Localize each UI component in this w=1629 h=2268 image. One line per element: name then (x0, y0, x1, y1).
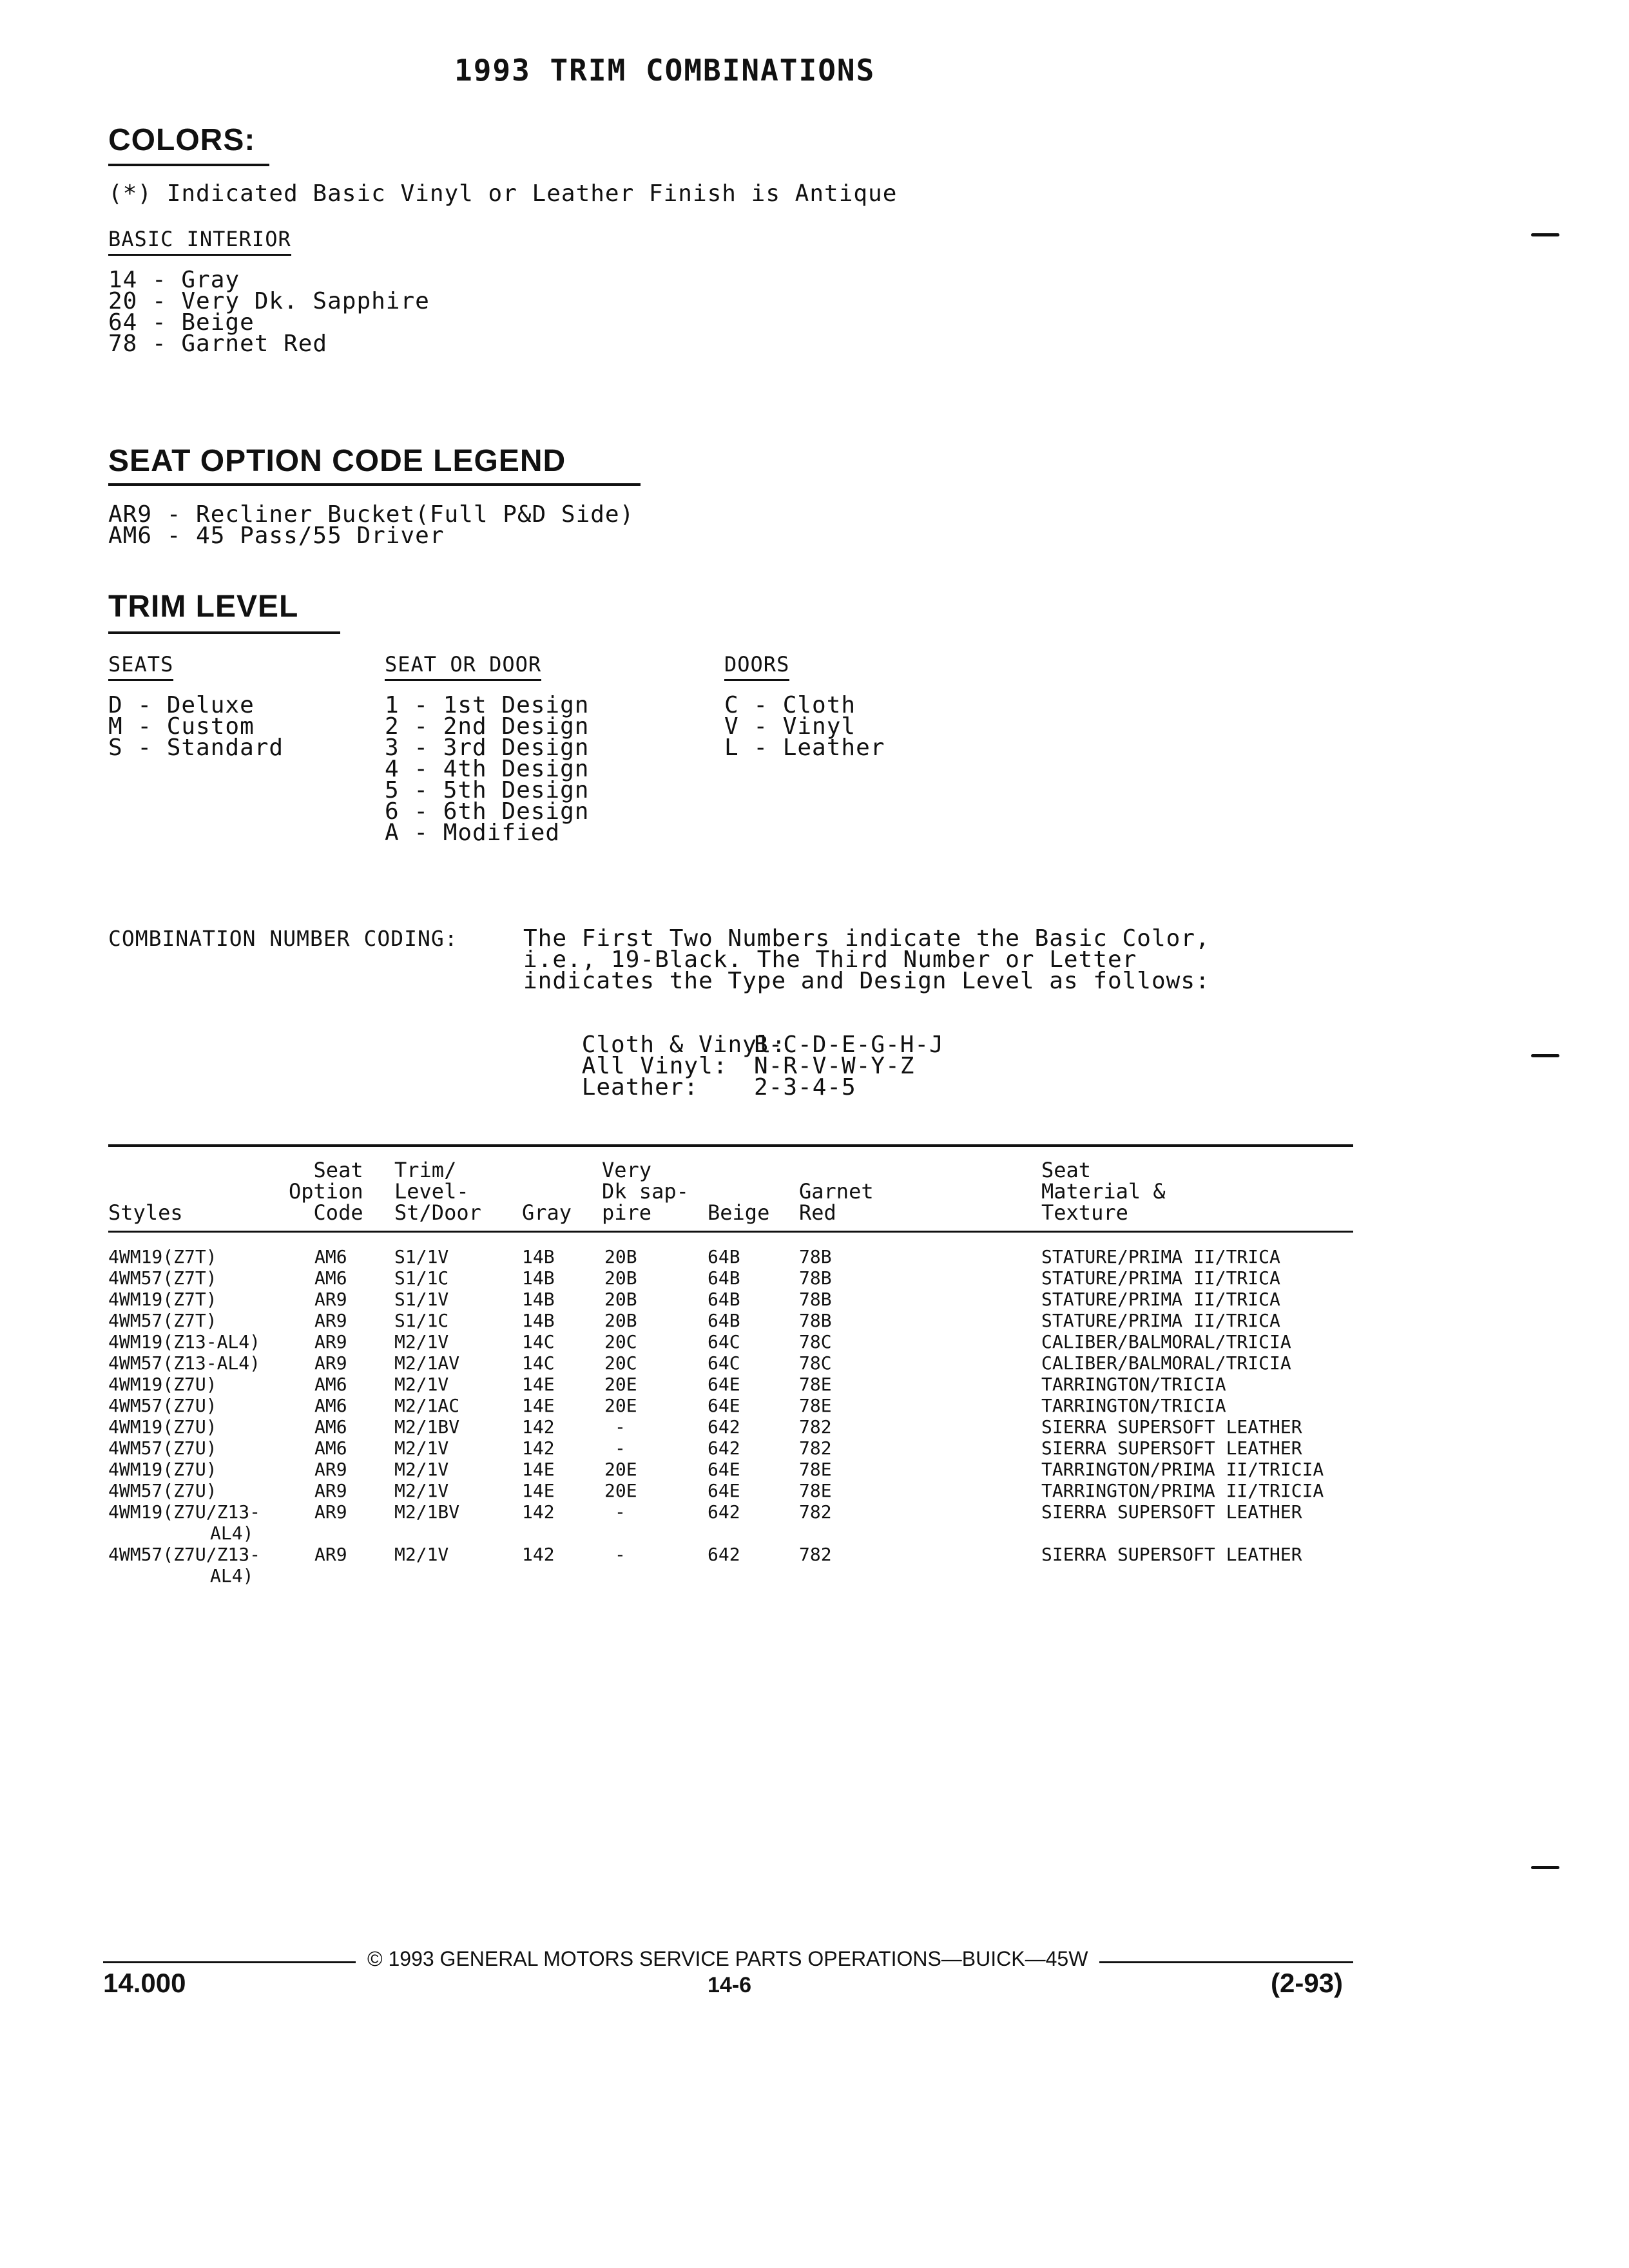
cell-material: TARRINGTON/TRICIA (1041, 1395, 1226, 1416)
seat-legend-list (108, 501, 635, 549)
header-line: Option (289, 1179, 363, 1204)
cell-seat-code: AR9 (314, 1289, 347, 1310)
coding-line-3: indicates the Type and Design Level as follows: (523, 968, 1210, 994)
seat-or-door-item: 6 - 6th Design (385, 798, 590, 825)
header-line: Garnet (799, 1179, 874, 1204)
trim-level-heading: TRIM LEVEL (108, 590, 299, 624)
cell-beige: 64E (708, 1374, 740, 1395)
cell-trim: M2/1V (394, 1331, 449, 1352)
cell-material: STATURE/PRIMA II/TRICA (1041, 1310, 1280, 1331)
header-line: Very (602, 1158, 652, 1182)
cell-trim: S1/1C (394, 1267, 449, 1289)
seat-legend-item: AM6 - 45 Pass/55 Driver (108, 523, 445, 549)
margin-mark (1531, 1866, 1559, 1869)
cell-trim: M2/1BV (394, 1416, 460, 1437)
seat-legend-item: AR9 - Recliner Bucket(Full P&D Side) (108, 501, 635, 528)
cell-beige: 642 (708, 1501, 740, 1523)
colors-heading: COLORS: (108, 123, 256, 157)
cell-style: 4WM19(Z7U) (108, 1459, 217, 1480)
cell-gray: 14E (522, 1374, 555, 1395)
header-line: Red (799, 1200, 836, 1225)
cell-garnet: 78C (799, 1352, 832, 1374)
cell-style: 4WM57(Z7U) (108, 1395, 217, 1416)
table-top-rule (108, 1144, 1353, 1147)
coding-type-label: Leather: (581, 1074, 699, 1100)
seat-or-door-item: 4 - 4th Design (385, 756, 590, 782)
cell-material: STATURE/PRIMA II/TRICA (1041, 1267, 1280, 1289)
cell-sapphire: - (615, 1437, 626, 1459)
cell-beige: 64E (708, 1395, 740, 1416)
seat-or-door-item: 3 - 3rd Design (385, 735, 590, 761)
cell-trim: S1/1V (394, 1246, 449, 1267)
cell-beige: 64B (708, 1267, 740, 1289)
cell-garnet: 782 (799, 1544, 832, 1565)
cell-beige: 642 (708, 1544, 740, 1565)
cell-style: 4WM19(Z7T) (108, 1289, 217, 1310)
header-line: Material & (1041, 1179, 1166, 1204)
colors-heading-rule (108, 164, 269, 166)
doors-item: L - Leather (724, 735, 885, 761)
cell-trim: M2/1V (394, 1374, 449, 1395)
header-line: Trim/ (394, 1158, 457, 1182)
coding-types (523, 1013, 974, 1100)
basic-interior-list (108, 267, 430, 357)
colors-note: (*) Indicated Basic Vinyl or Leather Finish is Antique (108, 180, 898, 207)
cell-beige: 642 (708, 1437, 740, 1459)
coding-line-2: i.e., 19-Black. The Third Number or Letter (523, 947, 1137, 973)
cell-garnet: 782 (799, 1501, 832, 1523)
cell-material: SIERRA SUPERSOFT LEATHER (1041, 1501, 1302, 1523)
cell-sapphire: 20B (604, 1267, 637, 1289)
cell-sapphire: 20E (604, 1395, 637, 1416)
cell-beige: 64B (708, 1246, 740, 1267)
footer-rule-left (103, 1961, 356, 1963)
cell-sapphire: - (615, 1416, 626, 1437)
seat-or-door-label: SEAT OR DOOR (385, 652, 541, 681)
table-row (0, 1246, 1629, 1267)
cell-sapphire: 20C (604, 1352, 637, 1374)
cell-sapphire: 20E (604, 1459, 637, 1480)
header-seat-option-code (289, 1160, 363, 1224)
cell-style: 4WM19(Z7U/Z13- (108, 1501, 261, 1523)
seats-label: SEATS (108, 652, 173, 681)
table-row (0, 1310, 1629, 1331)
doors-item: C - Cloth (724, 692, 856, 718)
cell-beige: 64E (708, 1480, 740, 1501)
cell-style: 4WM57(Z7T) (108, 1310, 217, 1331)
table-row (0, 1459, 1629, 1480)
margin-mark (1531, 233, 1559, 236)
cell-gray: 14B (522, 1267, 555, 1289)
seats-list (108, 692, 284, 761)
cell-beige: 64B (708, 1310, 740, 1331)
cell-material: CALIBER/BALMORAL/TRICIA (1041, 1352, 1291, 1374)
cell-material: SIERRA SUPERSOFT LEATHER (1041, 1544, 1302, 1565)
coding-type-cloth-vinyl (523, 1013, 974, 1058)
cell-beige: 64C (708, 1331, 740, 1352)
cell-sapphire: 20B (604, 1246, 637, 1267)
table-row (0, 1395, 1629, 1416)
cell-seat-code: AR9 (314, 1331, 347, 1352)
cell-trim: M2/1V (394, 1437, 449, 1459)
doors-item: V - Vinyl (724, 713, 856, 740)
cell-trim: S1/1C (394, 1310, 449, 1331)
cell-style: AL4) (210, 1565, 254, 1586)
cell-seat-code: AM6 (314, 1437, 347, 1459)
cell-seat-code: AM6 (314, 1374, 347, 1395)
cell-material: CALIBER/BALMORAL/TRICIA (1041, 1331, 1291, 1352)
cell-gray: 14B (522, 1310, 555, 1331)
coding-label: COMBINATION NUMBER CODING: (108, 926, 458, 951)
cell-gray: 142 (522, 1437, 555, 1459)
seat-or-door-heading (385, 652, 541, 677)
header-line: Styles (108, 1200, 183, 1225)
footer-copyright: © 1993 GENERAL MOTORS SERVICE PARTS OPERATIONS—BUICK—45W (367, 1947, 1088, 1970)
doors-label: DOORS (724, 652, 789, 681)
seats-item: S - Standard (108, 735, 284, 761)
cell-gray: 142 (522, 1501, 555, 1523)
cell-style: 4WM19(Z7U) (108, 1374, 217, 1395)
cell-sapphire: 20B (604, 1310, 637, 1331)
cell-garnet: 78B (799, 1267, 832, 1289)
header-line: Code (313, 1200, 363, 1225)
coding-type-leather (523, 1055, 974, 1100)
doors-heading (724, 652, 789, 677)
header-line: St/Door (394, 1200, 481, 1225)
cell-style: 4WM57(Z7U) (108, 1480, 217, 1501)
cell-garnet: 782 (799, 1437, 832, 1459)
cell-seat-code: AM6 (314, 1416, 347, 1437)
header-line: Level- (394, 1179, 469, 1204)
header-line: Gray (522, 1200, 572, 1225)
cell-style: 4WM19(Z13-AL4) (108, 1331, 261, 1352)
coding-type-label: All Vinyl: (581, 1053, 728, 1079)
cell-gray: 14C (522, 1352, 555, 1374)
header-line: pire (602, 1200, 652, 1225)
seat-or-door-item: A - Modified (385, 820, 561, 846)
trim-level-rule (108, 631, 340, 634)
cell-gray: 14B (522, 1289, 555, 1310)
cell-seat-code: AR9 (314, 1459, 347, 1480)
basic-interior-label: BASIC INTERIOR (108, 227, 291, 256)
cell-style: AL4) (210, 1523, 254, 1544)
cell-trim: M2/1V (394, 1459, 449, 1480)
cell-garnet: 78C (799, 1331, 832, 1352)
cell-sapphire: 20C (604, 1331, 637, 1352)
cell-sapphire: 20E (604, 1374, 637, 1395)
table-row (0, 1374, 1629, 1395)
cell-beige: 64C (708, 1352, 740, 1374)
table-row (0, 1289, 1629, 1310)
cell-seat-code: AR9 (314, 1352, 347, 1374)
cell-trim: M2/1BV (394, 1501, 460, 1523)
cell-sapphire: - (615, 1501, 626, 1523)
color-item: 14 - Gray (108, 267, 240, 293)
cell-gray: 14E (522, 1395, 555, 1416)
cell-material: SIERRA SUPERSOFT LEATHER (1041, 1416, 1302, 1437)
cell-seat-code: AM6 (314, 1267, 347, 1289)
page-title: 1993 TRIM COMBINATIONS (454, 53, 876, 88)
coding-type-value: N-R-V-W-Y-Z (754, 1053, 915, 1079)
footer-rule-right (1099, 1961, 1353, 1963)
header-garnet (799, 1181, 874, 1224)
cell-garnet: 78B (799, 1310, 832, 1331)
seats-item: M - Custom (108, 713, 255, 740)
seat-legend-heading: SEAT OPTION CODE LEGEND (108, 444, 566, 478)
header-line: Texture (1041, 1200, 1128, 1225)
cell-gray: 14E (522, 1459, 555, 1480)
header-beige (708, 1202, 769, 1224)
table-row (0, 1352, 1629, 1374)
table-row (0, 1437, 1629, 1459)
cell-material: STATURE/PRIMA II/TRICA (1041, 1289, 1280, 1310)
cell-beige: 64B (708, 1289, 740, 1310)
cell-gray: 14E (522, 1480, 555, 1501)
seat-or-door-item: 5 - 5th Design (385, 777, 590, 803)
header-line: Seat (1041, 1158, 1092, 1182)
cell-style: 4WM57(Z7T) (108, 1267, 217, 1289)
coding-type-all-vinyl (523, 1032, 974, 1079)
cell-material: TARRINGTON/TRICIA (1041, 1374, 1226, 1395)
cell-trim: M2/1AC (394, 1395, 460, 1416)
cell-garnet: 78B (799, 1289, 832, 1310)
footer-section-number: 14.000 (103, 1968, 186, 1998)
header-line: Seat (313, 1158, 363, 1182)
margin-mark (1531, 1054, 1559, 1057)
cell-trim: M2/1V (394, 1480, 449, 1501)
cell-trim: M2/1AV (394, 1352, 460, 1374)
cell-beige: 642 (708, 1416, 740, 1437)
cell-trim: S1/1V (394, 1289, 449, 1310)
table-row (0, 1331, 1629, 1352)
cell-seat-code: AR9 (314, 1310, 347, 1331)
cell-seat-code: AR9 (314, 1544, 347, 1565)
cell-gray: 14B (522, 1246, 555, 1267)
coding-type-value: 2-3-4-5 (754, 1074, 856, 1100)
cell-garnet: 78E (799, 1459, 832, 1480)
color-item: 20 - Very Dk. Sapphire (108, 288, 430, 314)
cell-sapphire: - (615, 1544, 626, 1565)
header-gray (522, 1202, 572, 1224)
coding-line-1: The First Two Numbers indicate the Basic Color, (523, 925, 1210, 952)
cell-beige: 64E (708, 1459, 740, 1480)
cell-garnet: 78E (799, 1480, 832, 1501)
seat-or-door-item: 2 - 2nd Design (385, 713, 590, 740)
cell-seat-code: AR9 (314, 1501, 347, 1523)
table-row (0, 1501, 1629, 1544)
doors-list (724, 692, 885, 761)
header-material (1041, 1160, 1166, 1224)
cell-gray: 142 (522, 1416, 555, 1437)
cell-style: 4WM57(Z7U/Z13- (108, 1544, 261, 1565)
seat-or-door-list (385, 692, 590, 846)
cell-gray: 142 (522, 1544, 555, 1565)
cell-style: 4WM57(Z7U) (108, 1437, 217, 1459)
header-line: Dk sap- (602, 1179, 689, 1204)
cell-garnet: 782 (799, 1416, 832, 1437)
coding-type-label: Cloth & Vinyl: (581, 1032, 787, 1058)
table-row (0, 1480, 1629, 1501)
cell-seat-code: AM6 (314, 1395, 347, 1416)
table-row (0, 1544, 1629, 1586)
table-header-rule (108, 1231, 1353, 1233)
seats-heading (108, 652, 173, 677)
cell-material: TARRINGTON/PRIMA II/TRICIA (1041, 1459, 1324, 1480)
coding-type-value: B-C-D-E-G-H-J (754, 1032, 944, 1058)
table-row (0, 1416, 1629, 1437)
color-item: 78 - Garnet Red (108, 331, 328, 357)
header-styles (108, 1202, 183, 1224)
cell-material: TARRINGTON/PRIMA II/TRICIA (1041, 1480, 1324, 1501)
cell-style: 4WM19(Z7T) (108, 1246, 217, 1267)
seat-or-door-item: 1 - 1st Design (385, 692, 590, 718)
cell-gray: 14C (522, 1331, 555, 1352)
footer-date-code: (2-93) (1271, 1968, 1344, 1998)
cell-seat-code: AR9 (314, 1480, 347, 1501)
table-body (0, 1246, 1629, 1607)
cell-seat-code: AM6 (314, 1246, 347, 1267)
header-sapphire (602, 1160, 689, 1224)
cell-style: 4WM57(Z13-AL4) (108, 1352, 261, 1374)
cell-garnet: 78B (799, 1246, 832, 1267)
coding-text (523, 925, 1210, 994)
cell-trim: M2/1V (394, 1544, 449, 1565)
cell-material: SIERRA SUPERSOFT LEATHER (1041, 1437, 1302, 1459)
header-trim-level (394, 1160, 481, 1224)
seat-legend-rule (108, 483, 641, 486)
seats-item: D - Deluxe (108, 692, 255, 718)
table-header (0, 1160, 1629, 1231)
footer-page-number: 14-6 (708, 1973, 752, 1997)
table-row (0, 1267, 1629, 1289)
basic-interior-heading (108, 227, 291, 251)
cell-sapphire: 20B (604, 1289, 637, 1310)
header-line: Beige (708, 1200, 770, 1225)
cell-sapphire: 20E (604, 1480, 637, 1501)
cell-material: STATURE/PRIMA II/TRICA (1041, 1246, 1280, 1267)
cell-style: 4WM19(Z7U) (108, 1416, 217, 1437)
color-item: 64 - Beige (108, 309, 255, 336)
cell-garnet: 78E (799, 1374, 832, 1395)
cell-garnet: 78E (799, 1395, 832, 1416)
